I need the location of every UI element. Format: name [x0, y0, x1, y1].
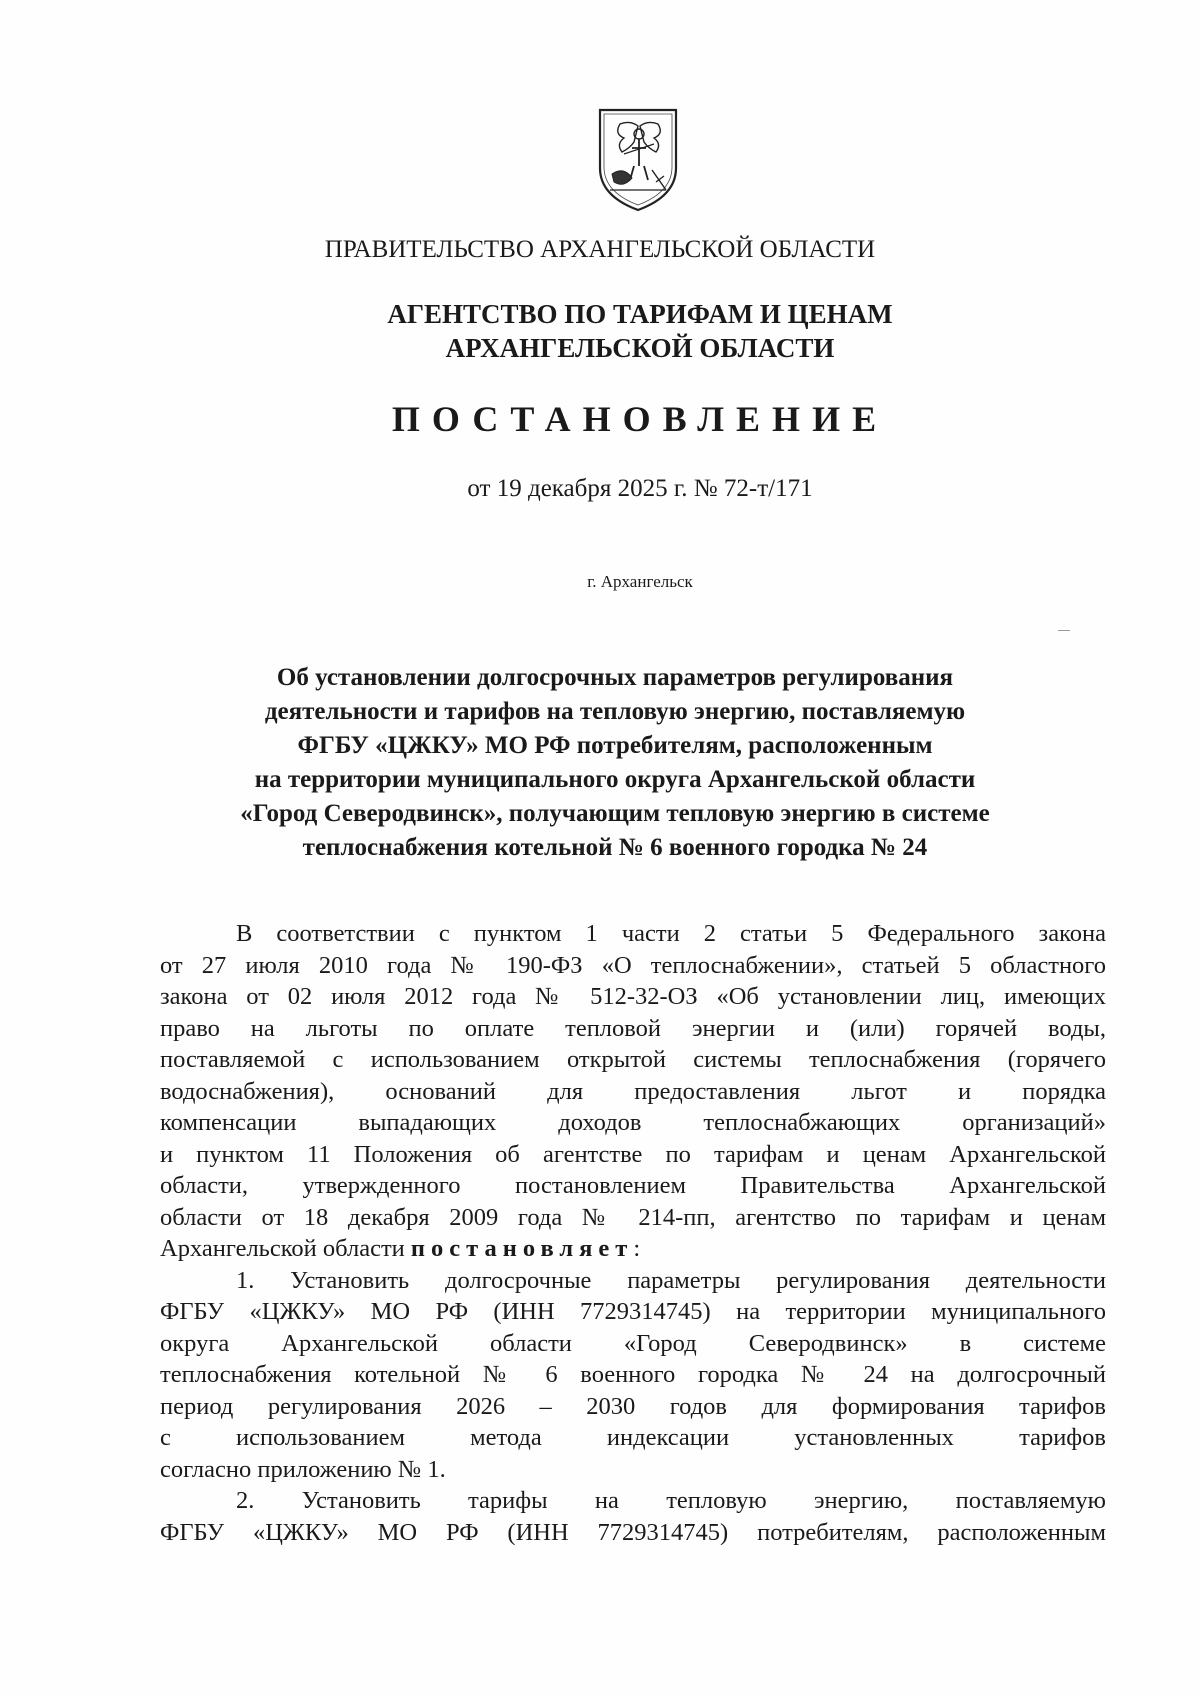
body-line: и пунктом 11 Положения об агентстве по тарифам и ценам Архангельской: [160, 1140, 1106, 1168]
subject-line: на территории муниципального округа Архангельской области: [254, 766, 976, 793]
agency-name: [40, 297, 1200, 365]
subject-line: теплоснабжения котельной № 6 военного городка № 24: [302, 834, 928, 861]
item-1-line: ФГБУ «ЦЖКУ» МО РФ (ИНН 7729314745) на территории муниципального: [160, 1298, 1106, 1325]
resolves-word: постановляет: [410, 1235, 634, 1262]
body-line: компенсации выпадающих доходов теплоснабжающих организаций»: [160, 1109, 1106, 1136]
government-name: ПРАВИТЕЛЬСТВО АРХАНГЕЛЬСКОЙ ОБЛАСТИ: [324, 236, 876, 263]
item-1-line: период регулирования 2026 – 2030 годов для формирования тарифов: [160, 1392, 1106, 1420]
document-body: [160, 918, 1106, 1548]
body-line: от 27 июля 2010 года № 190-ФЗ «О теплоснабжении», статьей 5 областного: [160, 951, 1106, 979]
body-line: области от 18 декабря 2009 года № 214-пп, агентство по тарифам и ценам: [160, 1203, 1106, 1231]
item-1-line: 1. Установить долгосрочные параметры регулирования деятельности: [236, 1266, 1106, 1294]
body-line-resolves: [160, 1233, 1106, 1265]
coat-of-arms-icon: [594, 104, 682, 214]
subject-line: «Город Северодвинск», получающим тепловую энергию в системе: [240, 800, 990, 827]
item-2-line: ФГБУ «ЦЖКУ» МО РФ (ИНН 7729314745) потребителям, расположенным: [160, 1518, 1106, 1546]
item-1-line: теплоснабжения котельной № 6 военного городка № 24 на долгосрочный: [160, 1361, 1106, 1388]
body-line: области, утвержденного постановлением Правительства Архангельской: [160, 1172, 1106, 1199]
item-1-line: округа Архангельской области «Город Северодвинск» в системе: [160, 1329, 1106, 1357]
document-type-title: ПОСТАНОВЛЕНИЕ: [391, 399, 889, 439]
subject-line: деятельности и тарифов на тепловую энергию, поставляемую: [264, 698, 966, 725]
agency-name-line-1: АГЕНТСТВО ПО ТАРИФАМ И ЦЕНАМ: [387, 299, 893, 329]
preamble-end: Архангельской области: [160, 1235, 411, 1262]
document-city: г. Архангельск: [587, 572, 693, 591]
body-line: поставляемой с использованием открытой системы теплоснабжения (горячего: [160, 1046, 1106, 1073]
item-1-line: с использованием метода индексации установленных тарифов: [160, 1424, 1106, 1451]
body-line: В соответствии с пунктом 1 части 2 статьи 5 Федерального закона: [236, 920, 1106, 947]
resolves-colon: :: [633, 1235, 641, 1262]
item-1-line: согласно приложению № 1.: [160, 1455, 446, 1483]
subject-line: ФГБУ «ЦЖКУ» МО РФ потребителям, расположенным: [297, 732, 933, 759]
document-date-number: от 19 декабря 2025 г. № 72-т/171: [467, 475, 813, 502]
body-line: право на льготы по оплате тепловой энергии и (или) горячей воды,: [160, 1014, 1106, 1042]
item-2-line: 2. Установить тарифы на тепловую энергию, поставляемую: [236, 1487, 1106, 1514]
body-line: водоснабжения), оснований для предоставления льгот и порядка: [160, 1077, 1106, 1105]
document-subject: [150, 661, 1080, 865]
subject-line: Об установлении долгосрочных параметров регулирования: [276, 664, 954, 691]
scan-mark: [1058, 630, 1070, 631]
agency-name-line-2: АРХАНГЕЛЬСКОЙ ОБЛАСТИ: [445, 333, 835, 363]
body-line: закона от 02 июля 2012 года № 512-32-ОЗ «Об установлении лиц, имеющих: [160, 983, 1106, 1010]
